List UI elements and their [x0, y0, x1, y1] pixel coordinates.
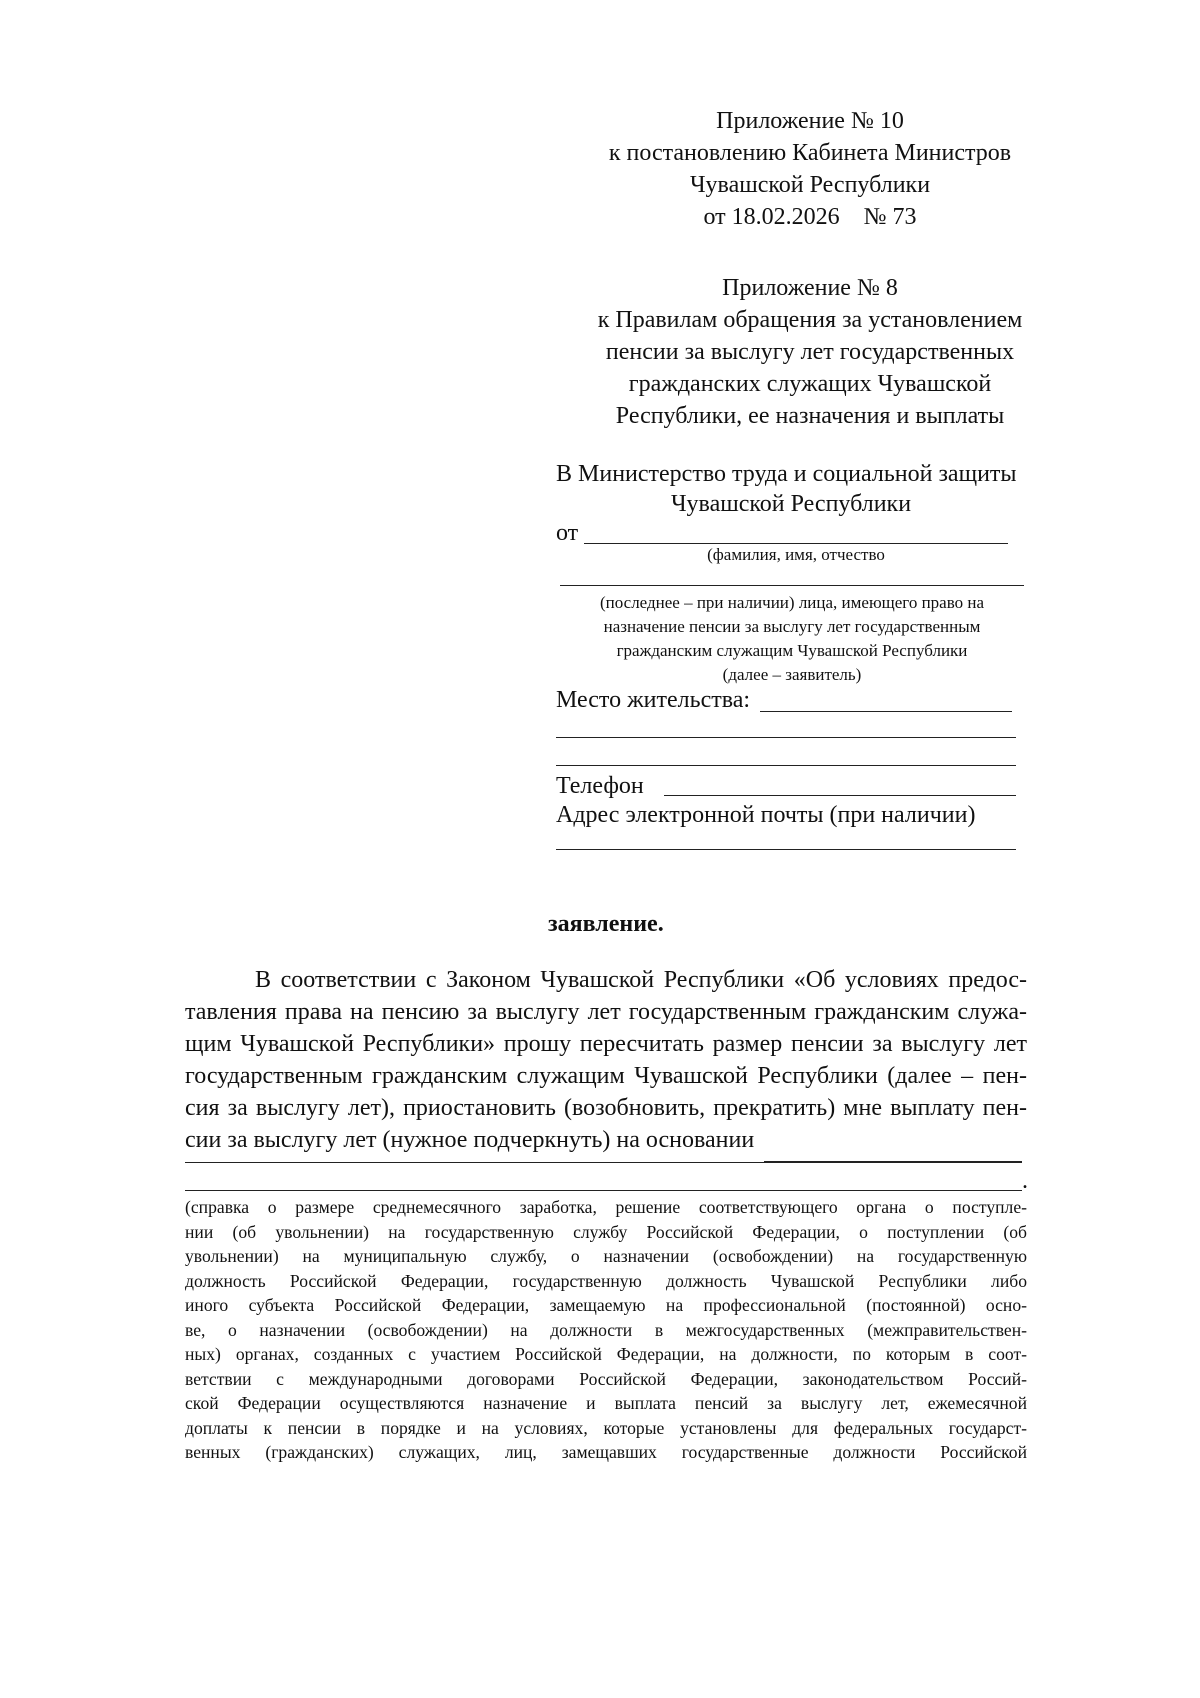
- addressee-line2: Чувашской Республики: [670, 491, 912, 517]
- appendix-10-line4: от 18.02.2026 № 73: [703, 204, 917, 230]
- basis-field-line2[interactable]: [185, 1162, 1022, 1163]
- basis-explanation: [185, 1195, 1027, 1465]
- appendix-10-line1: Приложение № 10: [716, 108, 904, 134]
- explanation-line2: нии (об увольнении) на государственную службу Российской Федерации, о поступлении (об: [185, 1221, 1027, 1242]
- statement-line2: тавления права на пенсию за выслугу лет государственным гражданским служа-: [185, 999, 1027, 1025]
- appendix-10-header: [600, 105, 1020, 233]
- from-label: от: [556, 520, 579, 546]
- applicant-caption-line4: (далее – заявитель): [722, 665, 862, 684]
- basis-field-line3[interactable]: [185, 1190, 1022, 1191]
- statement-line3: щим Чувашской Республики» прошу пересчитать размер пенсии за выслугу лет: [185, 1031, 1027, 1057]
- appendix-8-line3: пенсии за выслугу лет государственных: [605, 339, 1015, 365]
- email-field-line[interactable]: [556, 849, 1016, 850]
- addressee-line1: В Министерство труда и социальной защиты: [556, 461, 1017, 487]
- applicant-caption: [556, 591, 1028, 687]
- explanation-line9: ской Федерации осуществляются назначение и выплата пенсий за выслугу лет, ежемесячной: [185, 1393, 1027, 1413]
- explanation-line5: иного субъекта Российской Федерации, замещаемую на профессиональной (постоянной) осно-: [185, 1295, 1027, 1315]
- phone-label: Телефон: [556, 773, 644, 799]
- explanation-line3: увольнении) на муниципальную службу, о назначении (освобождении) на государственную: [185, 1246, 1027, 1266]
- statement-line5: сия за выслугу лет), приостановить (возобновить, прекратить) мне выплату пен-: [185, 1095, 1027, 1121]
- statement-body: [185, 964, 1027, 1124]
- residence-field-line3[interactable]: [556, 765, 1016, 766]
- explanation-line8: ветствии с международными договорами Российской Федерации, законодательством Россий-: [185, 1368, 1027, 1389]
- explanation-line1: (справка о размере среднемесячного заработка, решение соответствующего органа о поступле-: [185, 1197, 1027, 1217]
- appendix-8-line1: Приложение № 8: [722, 275, 898, 301]
- residence-field-line1[interactable]: [760, 711, 1012, 712]
- appendix-8-line4: гражданских служащих Чувашской: [628, 371, 992, 397]
- explanation-line7: ных) органах, созданных с участием Российской Федерации, на должности, по которым в соот-: [185, 1344, 1027, 1364]
- appendix-10-line3: Чувашской Республики: [689, 172, 931, 198]
- applicant-caption-line1: (последнее – при наличии) лица, имеющего право на: [599, 593, 985, 612]
- statement-end-dot: .: [1022, 1168, 1028, 1194]
- residence-field-line2[interactable]: [556, 737, 1016, 738]
- explanation-line11: венных (гражданских) служащих, лиц, замещавших государственные должности Российской: [185, 1442, 1027, 1462]
- statement-line4: государственным гражданским служащим Чувашской Республики (далее – пен-: [185, 1063, 1027, 1089]
- fio-caption: (фамилия, имя, отчество: [707, 545, 885, 564]
- appendix-8-header: [590, 272, 1030, 432]
- document-title: заявление.: [548, 911, 664, 937]
- appendix-8-line5: Республики, ее назначения и выплаты: [615, 403, 1005, 429]
- explanation-line10: доплаты к пенсии в порядке и на условиях, которые установлены для федеральных государст-: [185, 1417, 1027, 1438]
- fio-second-line[interactable]: [560, 585, 1024, 586]
- phone-field-line[interactable]: [664, 795, 1016, 796]
- residence-label: Место жительства:: [556, 687, 751, 713]
- appendix-8-line2: к Правилам обращения за установлением: [597, 307, 1023, 333]
- applicant-caption-line3: гражданским служащим Чувашской Республики: [616, 641, 968, 660]
- statement-line6: сии за выслугу лет (нужное подчеркнуть) на основании: [185, 1127, 755, 1153]
- explanation-line4: должность Российской Федерации, государственную должность Чувашской Республики либо: [185, 1270, 1027, 1291]
- applicant-caption-line2: назначение пенсии за выслугу лет государственным: [603, 617, 981, 636]
- email-label: Адрес электронной почты (при наличии): [556, 802, 976, 828]
- statement-line1: В соответствии с Законом Чувашской Республики «Об условиях предос-: [255, 967, 1027, 993]
- explanation-line6: ве, о назначении (освобождении) на должности в межгосударственных (межправительствен-: [185, 1319, 1027, 1340]
- appendix-10-line2: к постановлению Кабинета Министров: [608, 140, 1012, 166]
